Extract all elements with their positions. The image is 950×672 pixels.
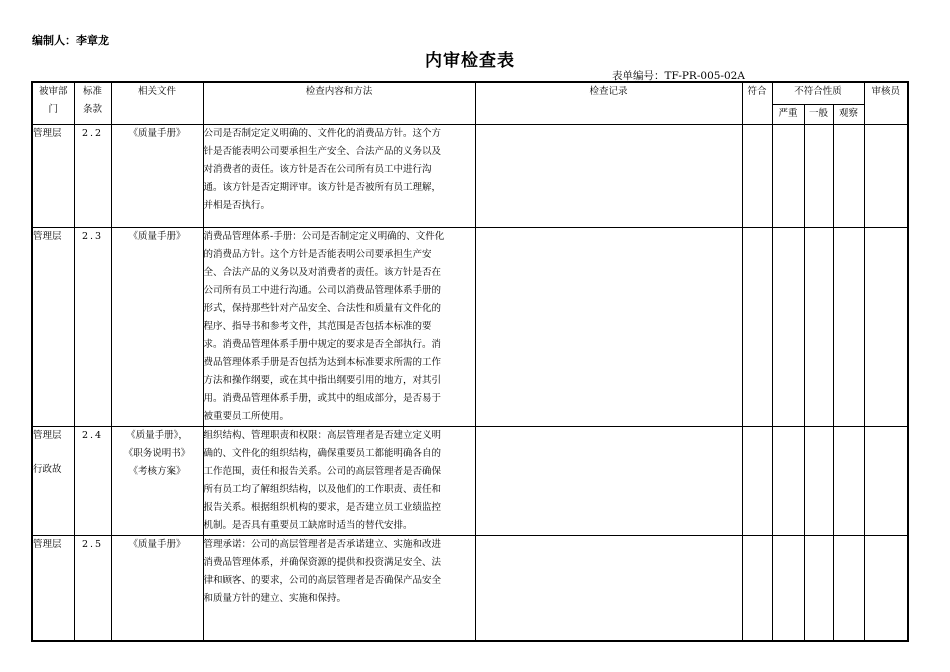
- clause-cell: 2.2: [74, 124, 111, 227]
- docs-cell: 《质量手册》， 《职务说明书》 《考核方案》: [111, 426, 203, 535]
- severe-cell[interactable]: [772, 227, 804, 426]
- record-cell[interactable]: [475, 124, 742, 227]
- clause-cell: 2.3: [74, 227, 111, 426]
- observe-cell[interactable]: [833, 426, 864, 535]
- editor-label: 编制人：李章龙: [32, 34, 109, 47]
- observe-cell[interactable]: [833, 227, 864, 426]
- conform-cell[interactable]: [742, 535, 772, 641]
- header-conform: 符合: [742, 82, 772, 124]
- severe-cell[interactable]: [772, 124, 804, 227]
- header-severe: 严重: [772, 104, 804, 124]
- clause-cell: 2.4: [74, 426, 111, 535]
- form-number: 表单编号：TF-PR-005-02A: [612, 70, 745, 82]
- content-cell: 公司是否制定定义明确的、文件化的消费品方针。这个方 针是否能表明公司要承担生产安全、合法产品的义务以及 对消费者的责任。该方针是否在公司所有员工中进行沟 通。该方针是否定期评审。该方针是否被所有员工理解， 并相是否执行。: [203, 124, 475, 227]
- header-auditor: 审核员: [864, 82, 908, 124]
- table-row: [32, 535, 908, 641]
- conform-cell[interactable]: [742, 124, 772, 227]
- content-cell: 组织结构、管理职责和权限：高层管理者是否建立定义明 确的、文件化的组织结构，确保重要员工都能明确各自的 工作范围，责任和报告关系。公司的高层管理者是否确保 所有员工均了解组织结构，以及他们的工作职责、责任和 报告关系。根据组织机构的要求，是否建立员工业绩监控 机制。是否具有重要员工缺席时适当的替代安排。: [203, 426, 475, 535]
- record-cell[interactable]: [475, 426, 742, 535]
- header-docs: 相关文件: [111, 82, 203, 124]
- table-row: [32, 227, 908, 426]
- table-row: [32, 124, 908, 227]
- conform-cell[interactable]: [742, 426, 772, 535]
- docs-cell: 《质量手册》: [111, 227, 203, 426]
- dept-cell: 管理层: [32, 227, 74, 426]
- content-cell: 管理承诺：公司的高层管理者是否承诺建立、实施和改进 消费品管理体系，并确保资源的提供和投资满足安全、法 律和顾客、的要求，公司的高层管理者是否确保产品安全 和质量方针的建立、实施和保持。: [203, 535, 475, 641]
- dept-cell: 管理层: [32, 124, 74, 227]
- auditor-cell[interactable]: [864, 426, 908, 535]
- header-content: 检查内容和方法: [203, 82, 475, 124]
- audit-checklist-table: [31, 81, 909, 642]
- observe-cell[interactable]: [833, 535, 864, 641]
- general-cell[interactable]: [804, 535, 833, 641]
- table-row: [32, 426, 908, 535]
- dept-cell: 管理层 行政故: [32, 426, 74, 535]
- observe-cell[interactable]: [833, 124, 864, 227]
- docs-cell: 《质量手册》: [111, 535, 203, 641]
- header-general: 一般: [804, 104, 833, 124]
- record-cell[interactable]: [475, 535, 742, 641]
- general-cell[interactable]: [804, 124, 833, 227]
- header-dept: 被审部 门: [32, 82, 74, 124]
- general-cell[interactable]: [804, 227, 833, 426]
- dept-cell: 管理层: [32, 535, 74, 641]
- record-cell[interactable]: [475, 227, 742, 426]
- severe-cell[interactable]: [772, 426, 804, 535]
- header-observe: 观察: [833, 104, 864, 124]
- auditor-cell[interactable]: [864, 124, 908, 227]
- header-record: 检查记录: [475, 82, 742, 124]
- auditor-cell[interactable]: [864, 227, 908, 426]
- content-cell: 消费品管理体系-手册：公司是否制定定义明确的、文件化 的消费品方针。这个方针是否能表明公司要承担生产安 全、合法产品的义务以及对消费者的责任。该方针是否在 公司所有员工中进行沟通。公司以消费品管理体系手册的 形式，保持那些针对产品安全、合法性和质量有文件化的 程序、指导书和参考文件，其范围是否包括本标准的要 求。消费品管理体系手册中规定的要求是否全部执行。消 费品管理体系手册是否包括为达到本标准要求所需的工作 方法和操作纲要，或在其中指出纲要引用的地方，对其引 用。消费品管理体系手册，或其中的组成部分，是否易于 被重要员工所使用。: [203, 227, 475, 426]
- clause-cell: 2.5: [74, 535, 111, 641]
- conform-cell[interactable]: [742, 227, 772, 426]
- auditor-cell[interactable]: [864, 535, 908, 641]
- severe-cell[interactable]: [772, 535, 804, 641]
- general-cell[interactable]: [804, 426, 833, 535]
- header-nonconform: 不符合性质: [772, 82, 864, 104]
- header-clause: 标准 条款: [74, 82, 111, 124]
- docs-cell: 《质量手册》: [111, 124, 203, 227]
- page-title: 内审检查表: [425, 51, 515, 71]
